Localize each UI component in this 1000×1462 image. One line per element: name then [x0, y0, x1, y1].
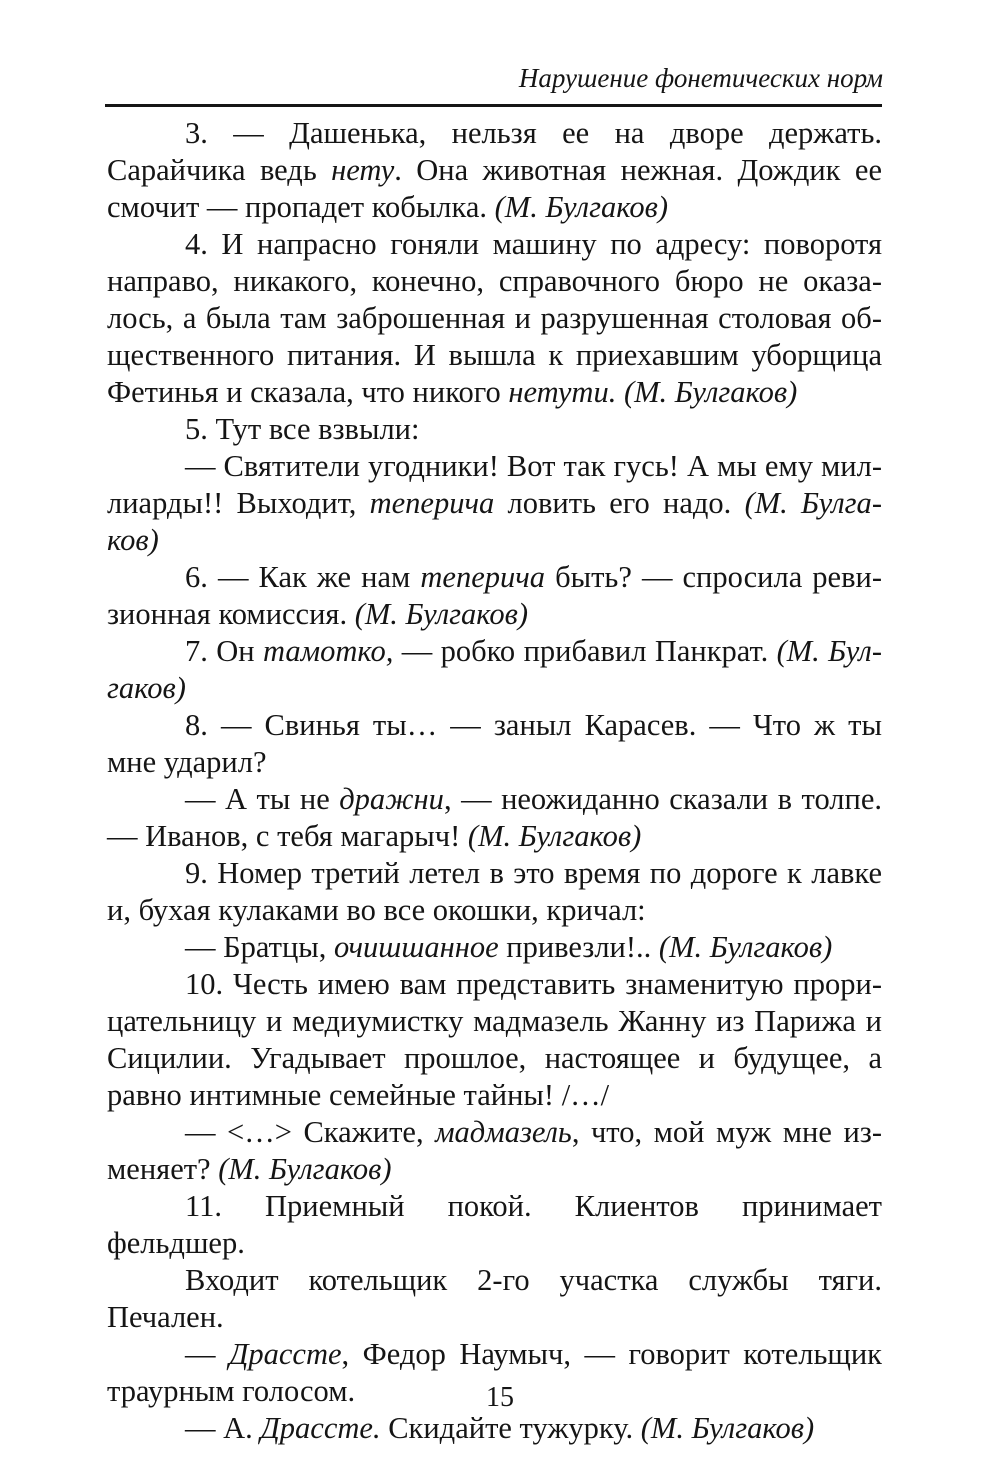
text-run: быть? — спросила ревизионная комиссия. — [107, 560, 882, 631]
italic-run: (М. Булгаков) — [467, 819, 642, 853]
text-run: — робко прибавил Панкрат. — [393, 634, 777, 668]
italic-run: теперича — [420, 560, 546, 594]
text-run: 8. — Свинья ты… — заныл Карасев. — Что ж ты мне ударил? — [107, 708, 882, 779]
text-run: ловить его надо. — [494, 486, 745, 520]
italic-run: мадмазель — [435, 1115, 572, 1149]
text-run: , что, мой муж мне изменяет? — [107, 1115, 882, 1186]
running-title: Нарушение фонетических норм — [518, 63, 883, 93]
text-run: , — неожиданно сказали в толпе. — Иванов, с тебя магарыч! — [107, 782, 883, 853]
body-text — [107, 115, 882, 1447]
text-run: 9. Номер третий летел в это время по дороге к лавке и, бухая кулаками во все окошки, кричал: — [107, 856, 882, 927]
italic-run: теперича — [369, 486, 495, 520]
paragraph — [107, 1114, 882, 1188]
italic-run: нетути. (М. Булгаков) — [508, 375, 798, 409]
text-run: Скидайте тужурку. — [380, 1411, 641, 1445]
text-run: — Братцы, — [185, 930, 335, 964]
text-run: — Святители угодники! Вот так гусь! А мы ему миллиарды!! Выходит, — [107, 449, 882, 520]
italic-run: Драссте. — [260, 1411, 381, 1445]
paragraph — [107, 448, 882, 559]
text-run: 6. — Как же нам — [185, 560, 421, 594]
text-run: Входит котельщик 2-го участка службы тяги. Печален. — [107, 1263, 882, 1334]
italic-run: дражни — [339, 782, 444, 816]
text-run: 5. Тут все взвыли: — [185, 412, 420, 446]
text-run: — А ты не — [185, 782, 340, 816]
italic-run: (М. Булгаков) — [218, 1152, 392, 1186]
paragraph — [107, 707, 882, 781]
paragraph — [107, 781, 882, 855]
page-number: 15 — [486, 1382, 514, 1413]
paragraph — [107, 559, 882, 633]
paragraph — [107, 929, 882, 966]
paragraph — [107, 633, 882, 707]
text-run: 4. И напрасно гоняли машину по адресу: поворотя направо, никакого, конечно, справочного бюро не оказалось, а была там заброшенная и разрушенная столовая общественного питания. И вышла к приехавшим уборщица Фетинья и сказала, что никого — [107, 227, 882, 409]
text-run: 3. — Дашенька, нельзя ее на дворе держать. Сарайчика ведь — [107, 116, 882, 187]
italic-run: тамотко, — [263, 634, 394, 668]
paragraph — [107, 1262, 882, 1336]
text-run: . Она животная нежная. Дождик ее смочит — пропадет кобылка. — [107, 153, 882, 224]
paragraph — [107, 1410, 882, 1447]
text-run: — <…> Скажите, — [185, 1115, 436, 1149]
italic-run: (М. Булгаков) — [354, 597, 529, 631]
paragraph — [107, 1188, 882, 1262]
paragraph — [107, 966, 882, 1114]
paragraph — [107, 855, 882, 929]
italic-run: (М. Булгаков) — [107, 634, 882, 705]
text-run: 7. Он — [185, 634, 263, 668]
italic-run: (М. Булгаков) — [494, 190, 668, 224]
italic-run: (М. Булгаков) — [658, 930, 833, 964]
paragraph — [107, 226, 882, 411]
paragraph — [107, 115, 882, 226]
italic-run: нету — [331, 153, 395, 187]
italic-run: (М. Булгаков) — [640, 1411, 815, 1445]
text-run: 11. Приемный покой. Клиентов принимает фельдшер. — [107, 1189, 882, 1260]
italic-run: (М. Булгаков) — [107, 486, 882, 557]
header-rule — [105, 104, 882, 107]
text-run: , Федор Наумыч, — говорит котельщик траурным голосом. — [107, 1337, 883, 1408]
text-run: привезли!.. — [498, 930, 659, 964]
italic-run: Драссте — [228, 1337, 342, 1371]
italic-run: очишшанное — [334, 930, 499, 964]
text-run: 10. Честь имею вам представить знаменитую прорицательницу и медиумистку мадмазель Жанну из Парижа и Сицилии. Угадывает прошлое, настоящее и будущее, а равно интимные семейные тайны! /…/ — [107, 967, 882, 1112]
text-run: — — [185, 1337, 229, 1371]
paragraph — [107, 411, 882, 448]
text-run: — А. — [185, 1411, 261, 1445]
